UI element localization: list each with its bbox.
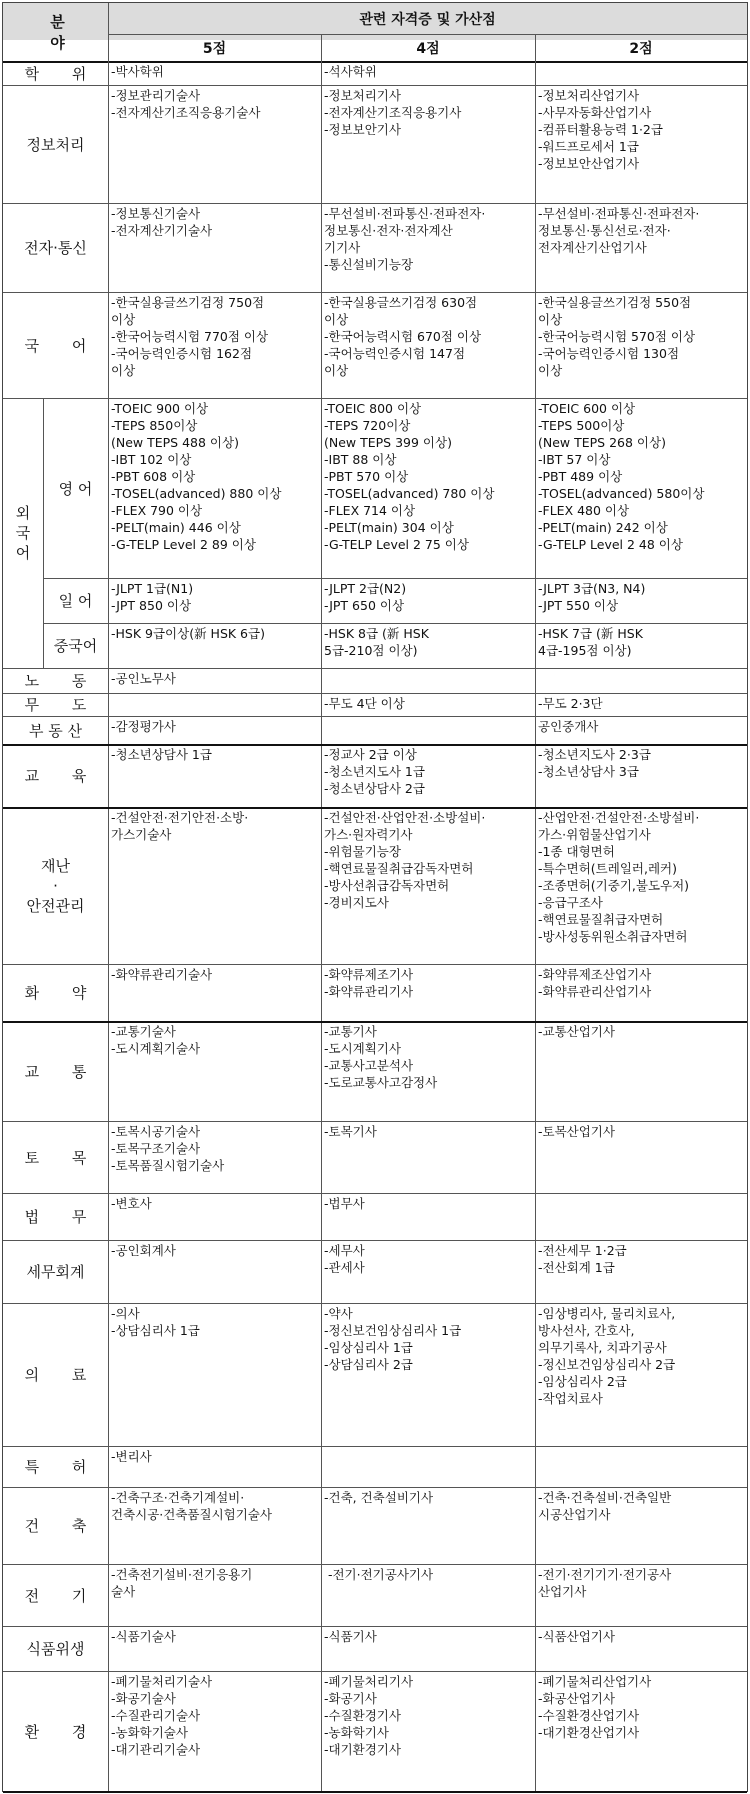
qualification-item: -전기·전기공사기사 (324, 1567, 434, 1582)
qualification-cell-c5 (108, 1193, 321, 1240)
qualification-item: -정신보건임상심리사 2급 (538, 1357, 676, 1372)
qualification-item: -핵연료물질취급자면허 (538, 912, 664, 927)
qualification-cell-c5 (108, 1121, 321, 1193)
qualification-item: 이상 (324, 363, 349, 378)
qualification-item: -법무사 (324, 1196, 365, 1211)
qualification-item: -TEPS 500이상 (538, 418, 625, 433)
qualification-item: -수질환경기사 (324, 1708, 401, 1723)
qualification-cell-c5 (108, 61, 321, 85)
qualification-item: -도시계획기사 (324, 1041, 401, 1056)
category-foreign-language-char: 외 (15, 504, 31, 522)
header-col-4: 4점 (416, 40, 440, 57)
qualification-item: -IBT 102 이상 (111, 452, 192, 467)
qualification-item: -청소년상담사 1급 (111, 747, 212, 762)
qualification-item: -공인회계사 (111, 1243, 176, 1258)
qualification-item: -폐기물처리기사 (324, 1674, 414, 1689)
category-jeongi (3, 1564, 108, 1626)
category-label: 특 허 (24, 1458, 101, 1476)
qualification-item: -국어능력인증시험 162점 (111, 346, 253, 361)
category-label-line: · (53, 876, 58, 895)
qualification-item: -사무자동화산업기사 (538, 105, 652, 120)
qualification-item: 건축시공·건축품질시험기술사 (111, 1507, 272, 1522)
qualification-item: -TOSEL(advanced) 580이상 (538, 486, 705, 501)
qualification-item: -G-TELP Level 2 75 이상 (324, 537, 469, 552)
qualification-item: -도시계획기술사 (111, 1041, 201, 1056)
qualification-item: -무선설비·전파통신·전파전자· (538, 206, 700, 221)
qualification-item: -공인노무사 (111, 671, 176, 686)
qualification-item: -TOSEL(advanced) 780 이상 (324, 486, 495, 501)
qualification-cell-c5 (108, 578, 321, 623)
category-hakwi (3, 61, 108, 85)
qualification-table (2, 2, 748, 1792)
category-tomok (3, 1121, 108, 1193)
qualification-cell-c2 (535, 1487, 747, 1564)
qualification-item: -화약류관리산업기사 (538, 984, 652, 999)
qualification-item: -PELT(main) 304 이상 (324, 520, 454, 535)
qualification-item: -폐기물처리기술사 (111, 1674, 213, 1689)
qualification-item: -정교사 2급 이상 (324, 747, 417, 762)
qualification-cell-c4 (321, 668, 535, 693)
qualification-item: -박사학위 (111, 64, 164, 79)
qualification-item: -수질관리기술사 (111, 1708, 201, 1723)
qualification-cell-c4 (321, 1303, 535, 1446)
qualification-item: -FLEX 790 이상 (111, 503, 203, 518)
category-label: 무 도 (24, 696, 101, 714)
qualification-item: -정보처리기사 (324, 88, 401, 103)
header-group-title: 관련 자격증 및 가산점 (359, 11, 496, 28)
qualification-item: 5급-210점 이상) (324, 643, 418, 658)
qualification-cell-c4 (321, 1240, 535, 1303)
qualification-item: -정신보건임상심리사 1급 (324, 1323, 462, 1338)
qualification-item: -석사학위 (324, 64, 377, 79)
category-jaenan (3, 807, 108, 964)
qualification-item: -정보보안산업기사 (538, 156, 640, 171)
qualification-cell-c4 (321, 292, 535, 398)
qualification-item: -산업안전·건설안전·소방설비· (538, 810, 700, 825)
qualification-cell-c5 (108, 1564, 321, 1626)
category-label-line: 재난 (41, 856, 70, 875)
qualification-item: -화약류제조기사 (324, 967, 414, 982)
qualification-cell-c2 (535, 1446, 747, 1487)
qualification-cell-c4 (321, 964, 535, 1021)
category-hwayak (3, 964, 108, 1021)
qualification-cell-c5 (108, 716, 321, 744)
qualification-item: -변호사 (111, 1196, 152, 1211)
qualification-cell-c5 (108, 1240, 321, 1303)
qualification-item: -건축구조·건축기계설비· (111, 1490, 245, 1505)
qualification-item: -대기관리기술사 (111, 1742, 201, 1757)
qualification-cell-c2 (535, 744, 747, 807)
qualification-item: -약사 (324, 1306, 353, 1321)
qualification-cell-c4 (321, 1446, 535, 1487)
qualification-item: -전자계산기조직응용기술사 (111, 105, 261, 120)
qualification-item: -워드프로세서 1급 (538, 139, 639, 154)
qualification-cell-c5 (108, 623, 321, 668)
category-hwangyeong (3, 1671, 108, 1791)
qualification-item: -TOEIC 800 이상 (324, 401, 422, 416)
category-foreign-language-char: 국 (15, 524, 31, 542)
qualification-item: -대기환경산업기사 (538, 1725, 640, 1740)
qualification-cell-c2 (535, 203, 747, 292)
category-budongsan (3, 716, 108, 744)
qualification-cell-c5 (108, 964, 321, 1021)
category-gyoyuk (3, 744, 108, 807)
qualification-item: (New TEPS 268 이상) (538, 435, 666, 450)
qualification-item: -HSK 7급 (新 HSK (538, 626, 643, 641)
qualification-cell-c5 (108, 203, 321, 292)
qualification-item: -HSK 8급 (新 HSK (324, 626, 429, 641)
category-label: 토 목 (24, 1148, 101, 1167)
qualification-item: -화약류관리기술사 (111, 967, 213, 982)
category-chinese (43, 623, 108, 668)
qualification-cell-c2 (535, 1626, 747, 1671)
qualification-item: -의사 (111, 1306, 140, 1321)
qualification-item: -상담심리사 2급 (324, 1357, 413, 1372)
qualification-item: -청소년상담사 3급 (538, 764, 639, 779)
qualification-item: -무도 2·3단 (538, 696, 603, 711)
qualification-item: 술사 (111, 1584, 136, 1599)
qualification-item: -상담심리사 1급 (111, 1323, 200, 1338)
qualification-item: -PELT(main) 446 이상 (111, 520, 241, 535)
qualification-item: -교통산업기사 (538, 1024, 615, 1039)
qualification-cell-c2 (535, 807, 747, 964)
qualification-item: -IBT 57 이상 (538, 452, 611, 467)
header-field-text: 분 야 (50, 13, 83, 52)
qualification-cell-c4 (321, 1626, 535, 1671)
qualification-item: -건설안전·전기안전·소방· (111, 810, 249, 825)
header-field-label (3, 3, 108, 61)
qualification-cell-c4 (321, 61, 535, 85)
qualification-item: -감정평가사 (111, 719, 176, 734)
qualification-item: -화약류관리기사 (324, 984, 414, 999)
qualification-item: -통신설비기능장 (324, 257, 414, 272)
qualification-item: -폐기물처리산업기사 (538, 1674, 652, 1689)
category-label: 의 료 (24, 1366, 101, 1384)
category-semu (3, 1240, 108, 1303)
qualification-item: -정보처리산업기사 (538, 88, 640, 103)
qualification-item: -조종면허(기중기,불도우저) (538, 878, 690, 893)
qualification-cell-c2 (535, 1021, 747, 1121)
qualification-cell-c5 (108, 398, 321, 578)
qualification-cell-c5 (108, 85, 321, 203)
qualification-item: -건축전기설비·전기응용기 (111, 1567, 253, 1582)
qualification-item: -FLEX 480 이상 (538, 503, 630, 518)
qualification-item: -임상심리사 1급 (324, 1340, 413, 1355)
qualification-item: -전자계산기조직응용기사 (324, 105, 462, 120)
qualification-item: -JPT 850 이상 (111, 598, 192, 613)
category-nodong (3, 668, 108, 693)
qualification-item: -JLPT 1급(N1) (111, 581, 194, 596)
qualification-item: -화공산업기사 (538, 1691, 615, 1706)
category-mudo (3, 693, 108, 716)
header-col-2: 2점 (629, 40, 653, 57)
qualification-item: -교통기술사 (111, 1024, 176, 1039)
qualification-item: -변리사 (111, 1449, 152, 1464)
qualification-cell-c4 (321, 623, 535, 668)
qualification-item: -한국어능력시험 770점 이상 (111, 329, 269, 344)
qualification-item: 정보통신·통신선로·전자· (538, 223, 671, 238)
qualification-item: 이상 (538, 312, 563, 327)
qualification-item: -TEPS 720이상 (324, 418, 411, 433)
category-label: 전 기 (24, 1586, 101, 1605)
qualification-item: -전기·전기기기·전기공사 (538, 1567, 672, 1582)
qualification-item: -농화학기술사 (111, 1725, 188, 1740)
qualification-cell-c5 (108, 807, 321, 964)
qualification-item: -임상심리사 2급 (538, 1374, 627, 1389)
qualification-cell-c5 (108, 693, 321, 716)
row-divider (3, 1791, 747, 1793)
qualification-cell-c5 (108, 668, 321, 693)
qualification-item: -화약류제조산업기사 (538, 967, 652, 982)
qualification-cell-c2 (535, 716, 747, 744)
category-jeonja (3, 203, 108, 292)
qualification-cell-c4 (321, 398, 535, 578)
category-label: 중국어 (53, 637, 98, 655)
qualification-item: -한국실용글쓰기검정 630점 (324, 295, 478, 310)
qualification-item: -1종 대형면허 (538, 844, 615, 859)
qualification-item: 전자계산기산업기사 (538, 240, 647, 255)
category-label: 정보처리 (26, 135, 85, 154)
qualification-item: -화공기술사 (111, 1691, 176, 1706)
qualification-item: -G-TELP Level 2 89 이상 (111, 537, 256, 552)
qualification-item: -컴퓨터활용능력 1·2급 (538, 122, 663, 137)
qualification-item: -응급구조사 (538, 895, 603, 910)
category-label: 노 동 (24, 672, 101, 690)
qualification-item: 의무기록사, 치과기공사 (538, 1340, 667, 1355)
qualification-cell-c2 (535, 668, 747, 693)
category-label: 국 어 (24, 336, 101, 355)
qualification-item: -핵연료물질취급감독자면허 (324, 861, 474, 876)
qualification-item: 방사선사, 간호사, (538, 1323, 635, 1338)
qualification-item: 가스·원자력기사 (324, 827, 413, 842)
qualification-item: -TOSEL(advanced) 880 이상 (111, 486, 282, 501)
qualification-item: 가스기술사 (111, 827, 172, 842)
category-geonchuk (3, 1487, 108, 1564)
qualification-cell-c5 (108, 1446, 321, 1487)
category-gyotong (3, 1021, 108, 1121)
qualification-cell-c4 (321, 716, 535, 744)
qualification-cell-c2 (535, 1671, 747, 1791)
qualification-item: -토목기사 (324, 1124, 377, 1139)
qualification-cell-c2 (535, 61, 747, 85)
category-label: 교 육 (24, 767, 101, 785)
category-sikpum (3, 1626, 108, 1671)
qualification-item: 가스·위험물산업기사 (538, 827, 651, 842)
header-col-5: 5점 (202, 40, 227, 57)
category-label: 식품위생 (26, 1640, 85, 1658)
qualification-item: 이상 (111, 363, 136, 378)
qualification-item: -청소년지도사 2·3급 (538, 747, 651, 762)
qualification-item: -전자계산기기술사 (111, 223, 213, 238)
qualification-item: -청소년지도사 1급 (324, 764, 425, 779)
qualification-cell-c4 (321, 203, 535, 292)
qualification-item: -JLPT 3급(N3, N4) (538, 581, 646, 596)
category-label: 환 경 (24, 1722, 101, 1741)
qualification-item: 공인중개사 (538, 719, 599, 734)
qualification-cell-c5 (108, 1671, 321, 1791)
qualification-cell-c5 (108, 1021, 321, 1121)
category-teukheo (3, 1446, 108, 1487)
qualification-item: -토목시공기술사 (111, 1124, 201, 1139)
category-beommu (3, 1193, 108, 1240)
qualification-cell-c4 (321, 1487, 535, 1564)
qualification-item: -무도 4단 이상 (324, 696, 405, 711)
qualification-item: -TOEIC 600 이상 (538, 401, 636, 416)
qualification-item: -건축·건축설비·건축일반 (538, 1490, 672, 1505)
category-label: 일 어 (58, 592, 93, 610)
category-label: 영 어 (58, 479, 93, 498)
qualification-item: -관세사 (324, 1260, 365, 1275)
qualification-cell-c2 (535, 623, 747, 668)
qualification-item: -국어능력인증시험 130점 (538, 346, 680, 361)
qualification-item: -임상병리사, 물리치료사, (538, 1306, 676, 1321)
qualification-cell-c5 (108, 1303, 321, 1446)
category-english (43, 398, 108, 578)
qualification-item: -IBT 88 이상 (324, 452, 397, 467)
category-gugeo (3, 292, 108, 398)
category-label: 세무회계 (26, 1263, 85, 1281)
qualification-cell-c5 (108, 1626, 321, 1671)
qualification-item: -방사성동위원소취급자면허 (538, 929, 688, 944)
qualification-item: -화공기사 (324, 1691, 377, 1706)
qualification-cell-c4 (321, 1193, 535, 1240)
qualification-cell-c4 (321, 807, 535, 964)
qualification-item: -건축, 건축설비기사 (324, 1490, 434, 1505)
qualification-cell-c2 (535, 292, 747, 398)
qualification-item: -특수면허(트레일러,레커) (538, 861, 677, 876)
qualification-item: -건설안전·산업안전·소방설비· (324, 810, 486, 825)
qualification-item: 이상 (111, 312, 136, 327)
qualification-item: -교통기사 (324, 1024, 377, 1039)
qualification-cell-c4 (321, 1671, 535, 1791)
qualification-item: -토목품질시험기술사 (111, 1158, 225, 1173)
qualification-item: -식품기사 (324, 1629, 377, 1644)
category-jeongbo (3, 85, 108, 203)
category-foreign-language (3, 398, 43, 668)
qualification-item: -국어능력인증시험 147점 (324, 346, 466, 361)
qualification-item: -교통사고분석사 (324, 1058, 414, 1073)
qualification-cell-c2 (535, 85, 747, 203)
qualification-item: -전산세무 1·2급 (538, 1243, 627, 1258)
qualification-item: -무선설비·전파통신·전파전자· (324, 206, 486, 221)
qualification-item: 산업기사 (538, 1584, 587, 1599)
qualification-cell-c2 (535, 693, 747, 716)
category-label: 학 위 (24, 64, 101, 83)
qualification-cell-c2 (535, 398, 747, 578)
qualification-item: -대기환경기사 (324, 1742, 401, 1757)
qualification-cell-c4 (321, 1021, 535, 1121)
qualification-item: -전산회계 1급 (538, 1260, 615, 1275)
qualification-cell-c5 (108, 744, 321, 807)
qualification-item: -작업치료사 (538, 1391, 603, 1406)
qualification-item: -JPT 650 이상 (324, 598, 405, 613)
qualification-cell-c2 (535, 1303, 747, 1446)
qualification-item: -FLEX 714 이상 (324, 503, 416, 518)
qualification-item: -토목구조기술사 (111, 1141, 201, 1156)
qualification-item: -TOEIC 900 이상 (111, 401, 209, 416)
qualification-item: -G-TELP Level 2 48 이상 (538, 537, 683, 552)
category-label-line: 안전관리 (26, 896, 85, 915)
qualification-item: -한국어능력시험 570점 이상 (538, 329, 696, 344)
qualification-item: -PBT 570 이상 (324, 469, 409, 484)
qualification-item: -JPT 550 이상 (538, 598, 619, 613)
qualification-item: 시공산업기사 (538, 1507, 611, 1522)
qualification-item: -위험물기능장 (324, 844, 401, 859)
category-foreign-language-char: 어 (15, 544, 31, 562)
qualification-item: -세무사 (324, 1243, 365, 1258)
qualification-item: -정보통신기술사 (111, 206, 201, 221)
qualification-cell-c2 (535, 1121, 747, 1193)
qualification-item: -TEPS 850이상 (111, 418, 198, 433)
qualification-cell-c2 (535, 964, 747, 1021)
qualification-item: -한국실용글쓰기검정 750점 (111, 295, 265, 310)
category-japanese (43, 578, 108, 623)
qualification-item: (New TEPS 399 이상) (324, 435, 452, 450)
qualification-item: -PBT 608 이상 (111, 469, 196, 484)
qualification-cell-c4 (321, 693, 535, 716)
qualification-item: -한국어능력시험 670점 이상 (324, 329, 482, 344)
qualification-cell-c4 (321, 578, 535, 623)
qualification-item: -수질환경산업기사 (538, 1708, 640, 1723)
qualification-cell-c2 (535, 1240, 747, 1303)
qualification-item: -식품산업기사 (538, 1629, 615, 1644)
category-label: 전자·통신 (24, 239, 87, 257)
qualification-cell-c4 (321, 85, 535, 203)
category-label: 부 동 산 (28, 721, 82, 740)
qualification-item: -청소년상담사 2급 (324, 781, 425, 796)
qualification-item: 4급-195점 이상) (538, 643, 632, 658)
qualification-item: -도로교통사고감정사 (324, 1075, 438, 1090)
qualification-cell-c2 (535, 1564, 747, 1626)
qualification-cell-c2 (535, 1193, 747, 1240)
qualification-item: -PELT(main) 242 이상 (538, 520, 668, 535)
qualification-item: -정보보안기사 (324, 122, 401, 137)
qualification-item: -농화학기사 (324, 1725, 389, 1740)
qualification-item: -정보관리기술사 (111, 88, 201, 103)
qualification-item: -한국실용글쓰기검정 550점 (538, 295, 692, 310)
qualification-item: 이상 (538, 363, 563, 378)
qualification-cell-c4 (321, 1121, 535, 1193)
qualification-cell-c4 (321, 744, 535, 807)
category-label: 법 무 (24, 1208, 101, 1226)
qualification-item: (New TEPS 488 이상) (111, 435, 239, 450)
qualification-item: -PBT 489 이상 (538, 469, 623, 484)
qualification-item: -토목산업기사 (538, 1124, 615, 1139)
category-label: 교 통 (24, 1062, 101, 1081)
category-label: 건 축 (24, 1517, 101, 1535)
qualification-item: 이상 (324, 312, 349, 327)
qualification-cell-c5 (108, 1487, 321, 1564)
qualification-item: -HSK 9급이상(新 HSK 6급) (111, 626, 265, 641)
qualification-item: -방사선취급감독자면허 (324, 878, 450, 893)
qualification-item: 기기사 (324, 240, 361, 255)
qualification-cell-c2 (535, 578, 747, 623)
qualification-cell-c4 (321, 1564, 535, 1626)
category-label: 화 약 (24, 984, 101, 1002)
qualification-item: -경비지도사 (324, 895, 389, 910)
qualification-item: -식품기술사 (111, 1629, 176, 1644)
qualification-item: 정보통신·전자·전자계산 (324, 223, 453, 238)
qualification-cell-c5 (108, 292, 321, 398)
qualification-item: -JLPT 2급(N2) (324, 581, 407, 596)
category-uiryo (3, 1303, 108, 1446)
